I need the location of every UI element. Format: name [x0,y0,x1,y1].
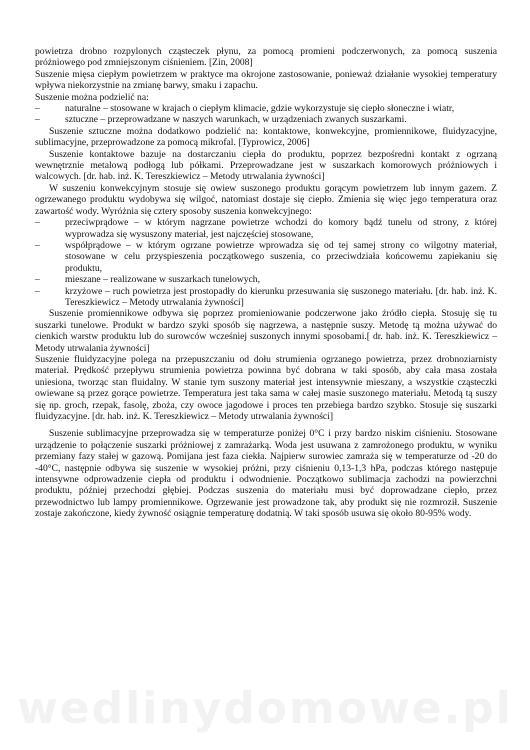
list-item-text: przeciwprądowe – w którym nagrzane powietrze wchodzi do komory bądź tunelu od strony, z której wyprowadza się wysuszony materiał, jest najczęściej stosowane, [65,217,497,240]
paragraph-2: Suszenie mięsa ciepłym powietrzem w praktyce ma okrojone zastosowanie, ponieważ działanie wysokiej temperatury wpływa niekorzystnie na zmianę barwy, smaku i zapachu. [35,68,497,92]
list-item [35,217,497,240]
list-item-text: naturalne – stosowane w krajach o ciepłym klimacie, gdzie wykorzystuje się ciepło słoneczne i wiatr, [65,103,455,115]
list-item [35,114,497,125]
list-item-text: sztuczne – przeprowadzane w naszych warunkach, w urządzeniach zwanych suszarkami. [65,114,407,126]
paragraph-6: W suszeniu konwekcyjnym stosuje się owiew suszonego produktu gorącym powietrzem lub innym gazem. Z ogrzewanego produktu wydobywa się wilgoć, natomiast dostaje się ciepło. Zmienia się więc jego temperatura oraz zawartość wody. Wyróżnia się cztery sposoby suszenia konwekcyjnego: [35,182,497,217]
paragraph-4: Suszenie sztuczne można dodatkowo podzielić na: kontaktowe, konwekcyjne, promiennikowe, fluidyzacyjne, sublimacyjne, przeprowadzone za pomocą mikrofal. [Typrowicz, 2006] [35,125,497,149]
paragraph-8: Suszenie fluidyzacyjne polega na przepuszczaniu od dołu strumienia ogrzanego powietrza, przez drobnoziarnisty materiał. Prędkość przepływu strumienia powietrza powinna być dobrana w taki sposób, aby cała masa została uniesiona, tworząc stan fluidalny. W stanie tym suszony materiał jest intensywnie mieszany, a wszystkie cząsteczki owiewane są przez gorące powietrze. Temperatura jest taka sama w całej masie suszonego materiału. Metodą tą suszy się np. groch, rzepak, fasolę, zboża, czy owoce jagodowe i proces ten przebiega bardzo szybko. Stosuje się suszarki fluidyzacyjne. [dr. hab. inż. K. Tereszkiewicz – Metody utrwalania żywności] [35,353,497,422]
dash-marker: – [35,274,40,286]
dash-marker: – [35,217,40,229]
dash-marker: – [35,103,40,115]
list-item [35,103,497,114]
paragraph-9: Suszenie sublimacyjne przeprowadza się w temperaturze poniżej 0°C i przy bardzo niskim ciśnieniu. Stosowane urządzenie to połączenie suszarki próżniowej z zamrażarką. Woda jest usuwana z zamrożonego produktu, w wyniku przemiany fazy stałej w gazową. Pomijana jest faza ciekła. Najpierw surowiec zamraża się w temperaturze od -20 do -40°C, następnie odbywa się suszenie w wysokiej próżni, przy ciśnieniu 0,13-1,3 hPa, podczas którego następuje intensywne odprowadzenie ciepła od produktu i odwodnienie. Początkowo sublimacja zachodzi na powierzchni produktu, później przechodzi głębiej. Podczas suszenia do materiału musi być doprowadzane ciepło, przez przewodnictwo lub lampy promiennikowe. Ogrzewanie jest prowadzone tak, aby produkt się nie rozmroził. Suszenie zostaje zakończone, kiedy żywność osiągnie temperaturę dodatnią. W taki sposób usuwa się około 80-95% wody. [35,428,497,520]
document-page [35,46,497,520]
list-item [35,286,497,309]
list-item [35,240,497,274]
paragraph-7: Suszenie promiennikowe odbywa się poprzez promieniowanie podczerwone jako źródło ciepła. Stosuję się tu suszarki tunelowe. Produkt w bardzo szyki sposób się nagrzewa, a następnie suszy. Metodę tą można używać do cienkich warstw produktu lub do surowców wcześniej suszonych innymi sposobami.[ dr. hab. inż. K. Tereszkiewicz – Metody utrwalania żywności] [35,308,497,354]
list-item-text: współprądowe – w którym ogrzane powietrze wprowadza się od tej samej strony co wilgotny materiał, stosowane w celu przyspieszenia początkowego suszenia, co przeciwdziała końcowemu zapiekaniu się produktu, [65,239,497,274]
dash-marker: – [35,239,40,251]
dash-marker: – [35,285,40,297]
paragraph-1: powietrza drobno rozpylonych cząsteczek płynu, za pomocą promieni podczerwonych, za pomocą suszenia próżniowego pod zmniejszonym ciśnieniem. [Zin, 2008] [35,46,497,69]
list-item-text: mieszane – realizowane w suszarkach tunelowych, [65,274,260,286]
watermark: wedlinydomowe.pl [17,683,513,734]
paragraph-5: Suszenie kontaktowe bazuje na dostarczaniu ciepła do produktu, poprzez bezpośredni kontakt z ogrzaną wewnętrznie metalową podłogą lub półkami. Przeprowadzane jest w suszarkach komorowych próżniowych i walcowych. [dr. hab. inż. K. Tereszkiewicz – Metody utrwalania żywności] [35,148,497,183]
dash-marker: – [35,114,40,126]
paragraph-3: Suszenie można podzielić na: [35,91,149,103]
list-item-text: krzyżowe – ruch powietrza jest prostopadły do kierunku przesuwania się suszonego materiału. [dr. hab. inż. K. Tereszkiewicz – Metody utrwalania żywności] [65,285,497,308]
list-item [35,274,497,285]
